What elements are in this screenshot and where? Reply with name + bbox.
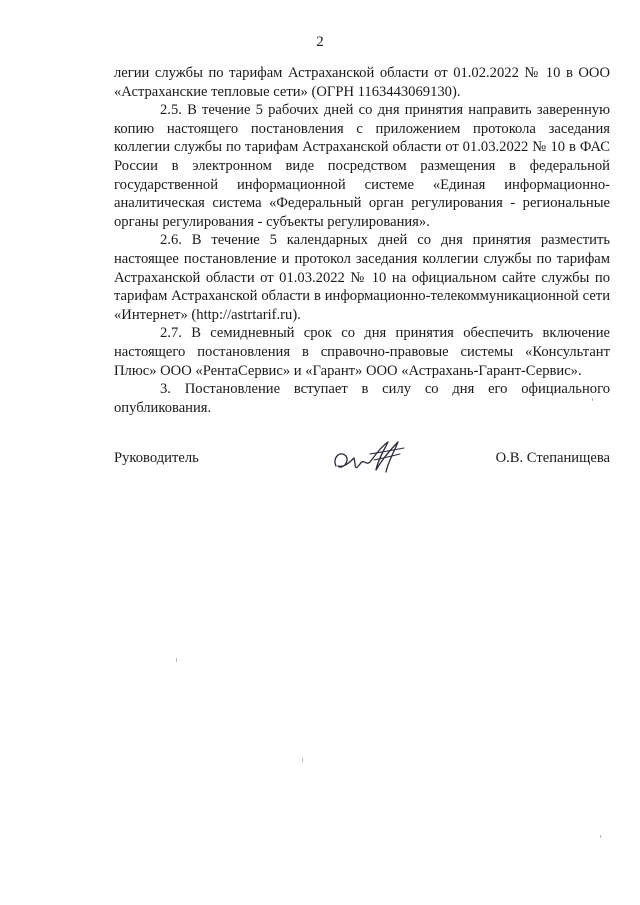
paragraph-2-6: 2.6. В течение 5 календарных дней со дня принятия разместить настоящее постановление и протокол заседания коллегии службы по тарифам Астраханской области от 01.03.2022 № 10 на официальном сайте службы по тарифам Астраханской области в информационно-телекоммуникационной сети «Интернет» (http://astrtarif.ru). (114, 232, 610, 323)
handwritten-signature (330, 436, 410, 484)
scan-speck (176, 658, 177, 662)
page-number: 2 (316, 34, 324, 50)
signature-block (114, 436, 610, 496)
scan-speck (302, 758, 303, 762)
document-body (114, 64, 610, 417)
paragraph-2-7: 2.7. В семидневный срок со дня принятия обеспечить включение настоящего постановления в справочно-правовые системы «Консультант Плюс» ООО «РентаСервис» и «Гарант» ООО «Астрахань-Гарант-Сервис». (114, 325, 610, 379)
scan-speck (600, 835, 601, 838)
paragraph-3: 3. Постановление вступает в силу со дня его официального опубликования. (114, 381, 610, 416)
signatory-name: О.В. Степанищева (495, 450, 610, 466)
signatory-title: Руководитель (114, 450, 199, 466)
scan-speck (592, 398, 593, 401)
paragraph-2-5: 2.5. В течение 5 рабочих дней со дня принятия направить заверенную копию настоящего постановления с приложением протокола заседания коллегии службы по тарифам Астраханской области от 01.03.2022 № 10 в ФАС России в электронном виде посредством размещения в федеральной государственной информационной системе «Единая информационно-аналитическая система «Федеральный орган регулирования - региональные органы регулирования - субъекты регулирования». (114, 102, 610, 230)
paragraph-continuation: легии службы по тарифам Астраханской области от 01.02.2022 № 10 в ООО «Астраханские тепловые сети» (ОГРН 1163443069130). (114, 65, 610, 100)
